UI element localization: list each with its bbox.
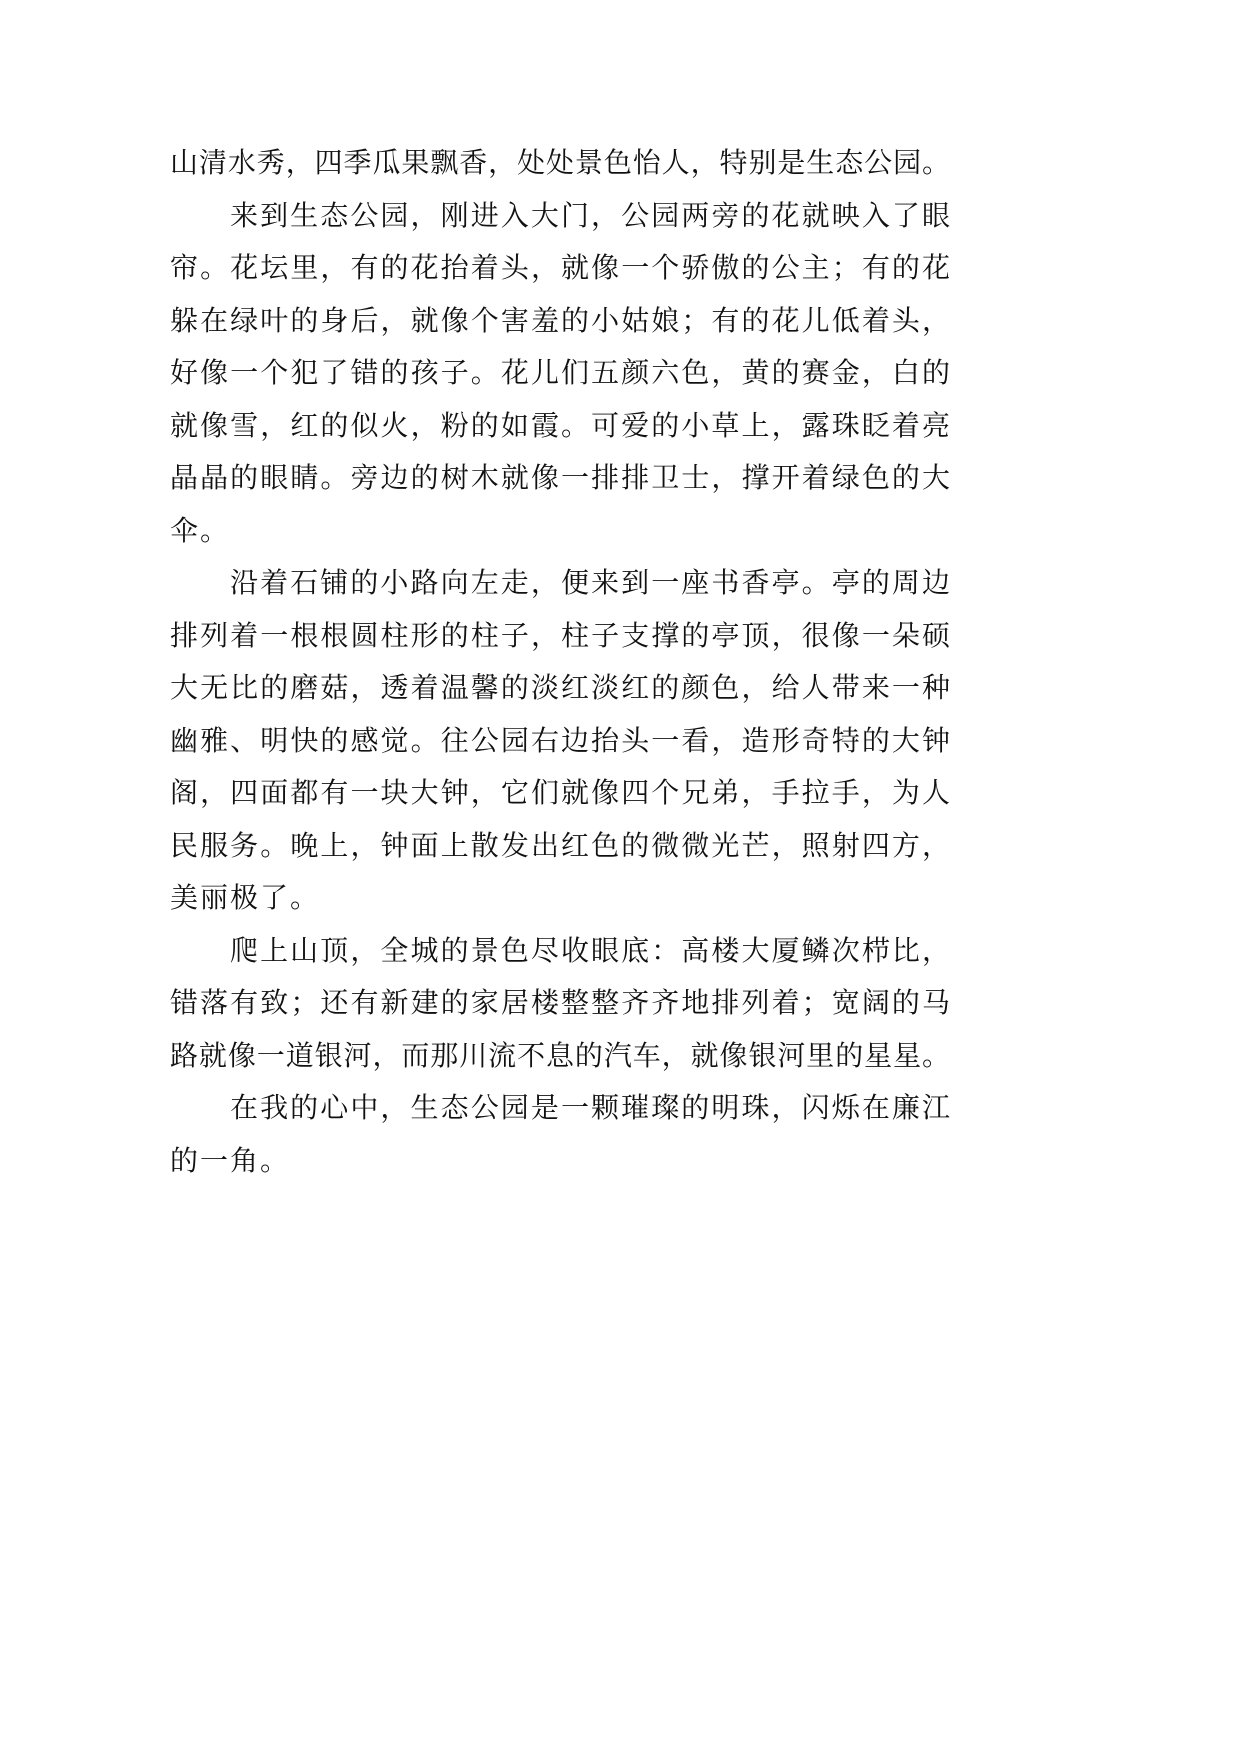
text-line: 爬上山顶，全城的景色尽收眼底：高楼大厦鳞次栉比，: [230, 933, 950, 967]
text-line: 就像雪，红的似火，粉的如霞。可爱的小草上，露珠眨着亮: [170, 408, 950, 442]
paragraph-entrance-flowers: [170, 190, 950, 558]
document-body: [170, 137, 950, 1187]
text-line: 错落有致；还有新建的家居楼整整齐齐地排列着；宽阔的马: [170, 986, 950, 1019]
text-line: 帘。花坛里，有的花抬着头，就像一个骄傲的公主；有的花: [170, 251, 950, 284]
text-line: 晶晶的眼睛。旁边的树木就像一排排卫士，撑开着绿色的大: [170, 461, 950, 494]
text-line: 阁，四面都有一块大钟，它们就像四个兄弟，手拉手，为人: [170, 776, 950, 809]
text-line: 躲在绿叶的身后，就像个害羞的小姑娘；有的花儿低着头，: [170, 303, 950, 337]
text-line: 山清水秀，四季瓜果飘香，处处景色怡人，特别是生态公园。: [170, 146, 950, 179]
paragraph-hilltop-view: [170, 925, 950, 1083]
text-line: 幽雅、明快的感觉。往公园右边抬头一看，造形奇特的大钟: [170, 723, 950, 757]
text-line: 路就像一道银河，而那川流不息的汽车，就像银河里的星星。: [170, 1038, 950, 1072]
text-line: 伞。: [170, 513, 231, 547]
text-line: 大无比的磨菇，透着温馨的淡红淡红的颜色，给人带来一种: [170, 671, 950, 704]
paragraph-continued: [170, 137, 950, 190]
text-line: 排列着一根根圆柱形的柱子，柱子支撑的亭顶，很像一朵硕: [170, 618, 950, 652]
paragraph-pavilion-clock: [170, 557, 950, 925]
paragraph-conclusion: [170, 1082, 950, 1187]
text-line: 沿着石铺的小路向左走，便来到一座书香亭。亭的周边: [230, 566, 950, 599]
text-line: 来到生态公园，刚进入大门，公园两旁的花就映入了眼: [230, 198, 950, 232]
text-line: 在我的心中，生态公园是一颗璀璨的明珠，闪烁在廉江: [230, 1091, 950, 1124]
text-line: 民服务。晚上，钟面上散发出红色的微微光芒，照射四方，: [170, 828, 950, 862]
text-line: 好像一个犯了错的孩子。花儿们五颜六色，黄的赛金，白的: [170, 356, 950, 389]
text-line: 美丽极了。: [170, 881, 321, 914]
text-line: 的一角。: [170, 1143, 291, 1177]
